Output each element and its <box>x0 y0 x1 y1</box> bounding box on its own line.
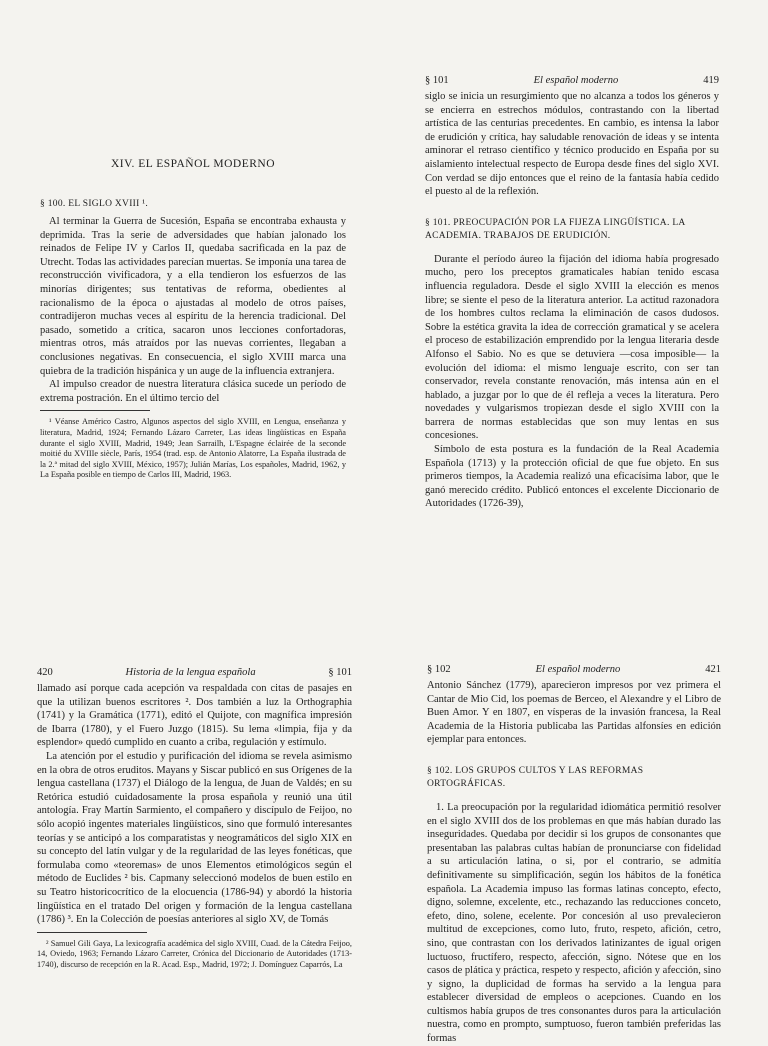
paragraph: La atención por el estudio y purificación del idioma se revela asimismo en la obra de otros eruditos. Mayans y Siscar publicó en sus Orígenes de la lengua castellana (1737) el Diálogo de la lengua, de Juan de Valdés; en su Retórica estudió cuidadosamente la prosa española y reunió una útil antología. Fray Martín Sarmiento, el compañero y discípulo de Feijoo, no sólo acopió ingentes materiales lingüísticos, sino que formuló interesantes teorías y se anticipó a los comparatistas y neogramáticos del siglo XIX en su concepto del latín vulgar y de la regularidad de las leyes fonéticas, que formulaba como «teoremas» de unos Elementos etimológicos según el método de Euclides ² bis. Capmany seleccionó modelos de buen estilo en su Teatro historicocrítico de la elocuencia (1786-94) y abordó la historia lingüística en el tratado Del origen y formación de la lengua castellana (1786) ³. En la Colección de poesías anteriores al siglo XV, de Tomás <box>37 750 352 926</box>
footnote-divider <box>37 932 147 933</box>
running-header <box>427 663 721 677</box>
section-heading: § 101. PREOCUPACIÓN POR LA FIJEZA LINGÜÍSTICA. LA ACADEMIA. TRABAJOS DE ERUDICIÓN. <box>425 217 686 241</box>
page-number: 420 <box>37 667 53 678</box>
spacer <box>427 747 721 765</box>
page-top-right <box>425 74 719 564</box>
chapter-title: XIV. EL ESPAÑOL MODERNO <box>111 158 275 170</box>
page-number: 419 <box>703 75 719 86</box>
header-section: § 102 <box>427 664 451 675</box>
page-number: 421 <box>705 664 721 675</box>
footnote-divider <box>40 410 150 411</box>
paragraph: Símbolo de esta postura es la fundación de la Real Academia Española (1713) y la protección oficial de que fue objeto. En sus primeros tiempos, la Academia realizó una eficacísima labor, que le ganó merecido crédito. Publicó entonces el excelente Diccionario de Autoridades (1726-39), <box>425 444 719 510</box>
footnote: ¹ Véanse Américo Castro, Algunos aspectos del siglo XVIII, en Lengua, enseñanza y literatura, Madrid, 1924; Fernando Lázaro Carreter, Las ideas lingüísticas en España durante el siglo XVIII, Madrid, 1949; Jean Sarrailh, L'Espagne éclairée de la seconde moitié du XVIIIe siècle, París, 1954 (trad. esp. de Antonio Alatorre, La España ilustrada de la 2.ª mitad del siglo XVIII, México, 1957); Julián Marías, Los españoles, Madrid, 1962, y La España posible en tiempo de Carlos III, Madrid, 1963. <box>40 417 346 480</box>
page-bottom-left <box>37 666 352 1024</box>
paragraph: siglo se inicia un resurgimiento que no alcanza a todos los géneros y se encierra en estrechos módulos, contrastando con la libertad artística de las centurias precedentes. En cambio, es intensa la labor de erudición y crítica, hay saludable renovación de ideas y se intenta aminorar el retraso científico y técnico producido en España por su aislamiento intelectual respecto de Europa desde fines del siglo XVI. Con verdad se dijo entonces que el reino de la fantasía había cedido el puesto al de la reflexión. <box>425 91 719 198</box>
running-header <box>425 74 719 88</box>
paragraph: Al terminar la Guerra de Sucesión, España se encontraba exhausta y deprimida. Tras la serie de adversidades que habían jalonado los reinados de Felipe IV y Carlos II, quedaba sacrificada en la paz de Utrecht. Todas las actividades parecían muertas. Se imponía una tarea de reconstrucción vivificadora, y a ella tendieron los esfuerzos de las minorías dirigentes; sus tentativas de reforma, obedientes al racionalismo de la época o ajustadas al modelo de otros países, contradijeron muchas veces al espíritu de la herencia tradicional. Del pasado, sometido a crítica, sacaron unos lecciones confortadoras, mientras otros, más atraídos por las nuevas corrientes, llegaban a conclusiones negativas. En consecuencia, el siglo XVIII marca una quiebra de la tradición hispánica y un auge de la influencia extranjera. <box>40 216 346 377</box>
header-title: El español moderno <box>533 75 619 86</box>
page-top-left <box>40 70 346 520</box>
footnote: ² Samuel Gili Gaya, La lexicografía académica del siglo XVIII, Cuad. de la Cátedra Feijoo, 14, Oviedo, 1963; Fernando Lázaro Carreter, Crónica del Diccionario de Autoridades (1713-1740), discurso de recepción en la R. Acad. Esp., Madrid, 1972; J. Domínguez Caparrós, La <box>37 938 352 969</box>
paragraph: llamado así porque cada acepción va respaldada con citas de pasajes en que la utilizan buenos escritores ². Dos también a luz la Orthographia (1741) y la Gramática (1771), editó el Quijote, con magnífica impresión de Ibarra (1780), y el Fuero Juzgo (1815). Su lema «limpia, fija y da esplendor» quedó cumplido en cuanto a criba, regulación y estímulo. <box>37 683 352 749</box>
paragraph: Antonio Sánchez (1779), aparecieron impresos por vez primera el Cantar de Mio Cid, los poemas de Berceo, el Alexandre y el Libro de Buen Amor. Y en 1807, en vísperas de la invasión francesa, la Real Academia de la Historia publicaba las Partidas alfonsíes en edición ejemplar para entonces. <box>427 680 721 746</box>
paragraph: Durante el período áureo la fijación del idioma había progresado mucho, pero los preceptos gramaticales habían tenido escasa influencia reguladora. Desde el siglo XVIII la elección es menos libre; se siente el peso de la literatura anterior. La actitud razonadora de los hombres cultos reclama la eliminación de casos dudosos. Sobre la estética gravita la idea de corrección gramatical y se acelera el proceso de estabilización emprendido por la lengua literaria desde Alfonso el Sabio. No es que se detuviera —cosa imposible— la evolución del idioma: el mismo lenguaje escrito, con ser tan conservador, revela constante renovación, más intensa aún en el hablado, a juzgar por lo que de él refleja a veces la literatura. Pero novedades y vulgarismos tropiezan desde el siglo XVIII con la barrera de normas establecidas que son muy lentas en sus concesiones. <box>425 253 719 442</box>
spacer <box>425 199 719 217</box>
page-bottom-right <box>427 663 721 1045</box>
section-heading: § 102. LOS GRUPOS CULTOS Y LAS REFORMAS ORTOGRÁFICAS. <box>427 765 644 789</box>
header-title: El español moderno <box>535 664 621 675</box>
header-section: § 101 <box>328 667 352 678</box>
paragraph: 1. La preocupación por la regularidad idiomática permitió resolver en el siglo XVIII dos de los problemas en que más habían durado las inseguridades. Quedaba por decidir si los grupos de consonantes que presentaban las palabras cultas habían de pronunciarse con fidelidad a su articulación latina, o si, por el contrario, se admitía definitivamente su simplificación, según los hábitos de la fonética española. La Academia impuso las formas latinas concepto, efecto, digno, solemne, excelente, etc., rechazando las reducciones conceto, efeto, dino, solene, ecelente. Por concesión al uso prevalecieron multitud de excepciones, como luto, fruto, respeto, afición, cetro, sino, que contrastan con los derivados latinizantes de igual origen luctuoso, fructífero, respecto, afección, signo. Nótese que en los casos de plática y práctica, respeto y respecto, afición y afección, sino y signo, la duplicidad de formas ha servido a la lengua para establecer diversidad de empleos o acepciones. Cuando en los cultismos había grupos de tres consonantes duros para la articulación nuestra, como en prompto, sumptuoso, fueron también preferidas las formas <box>427 801 721 1045</box>
running-header <box>37 666 352 680</box>
section-heading: § 100. EL SIGLO XVIII ¹. <box>40 199 149 209</box>
header-title: Historia de la lengua española <box>125 667 256 678</box>
header-section: § 101 <box>425 75 449 86</box>
paragraph: Al impulso creador de nuestra literatura clásica sucede un período de extrema postración. En el último tercio del <box>40 379 346 404</box>
